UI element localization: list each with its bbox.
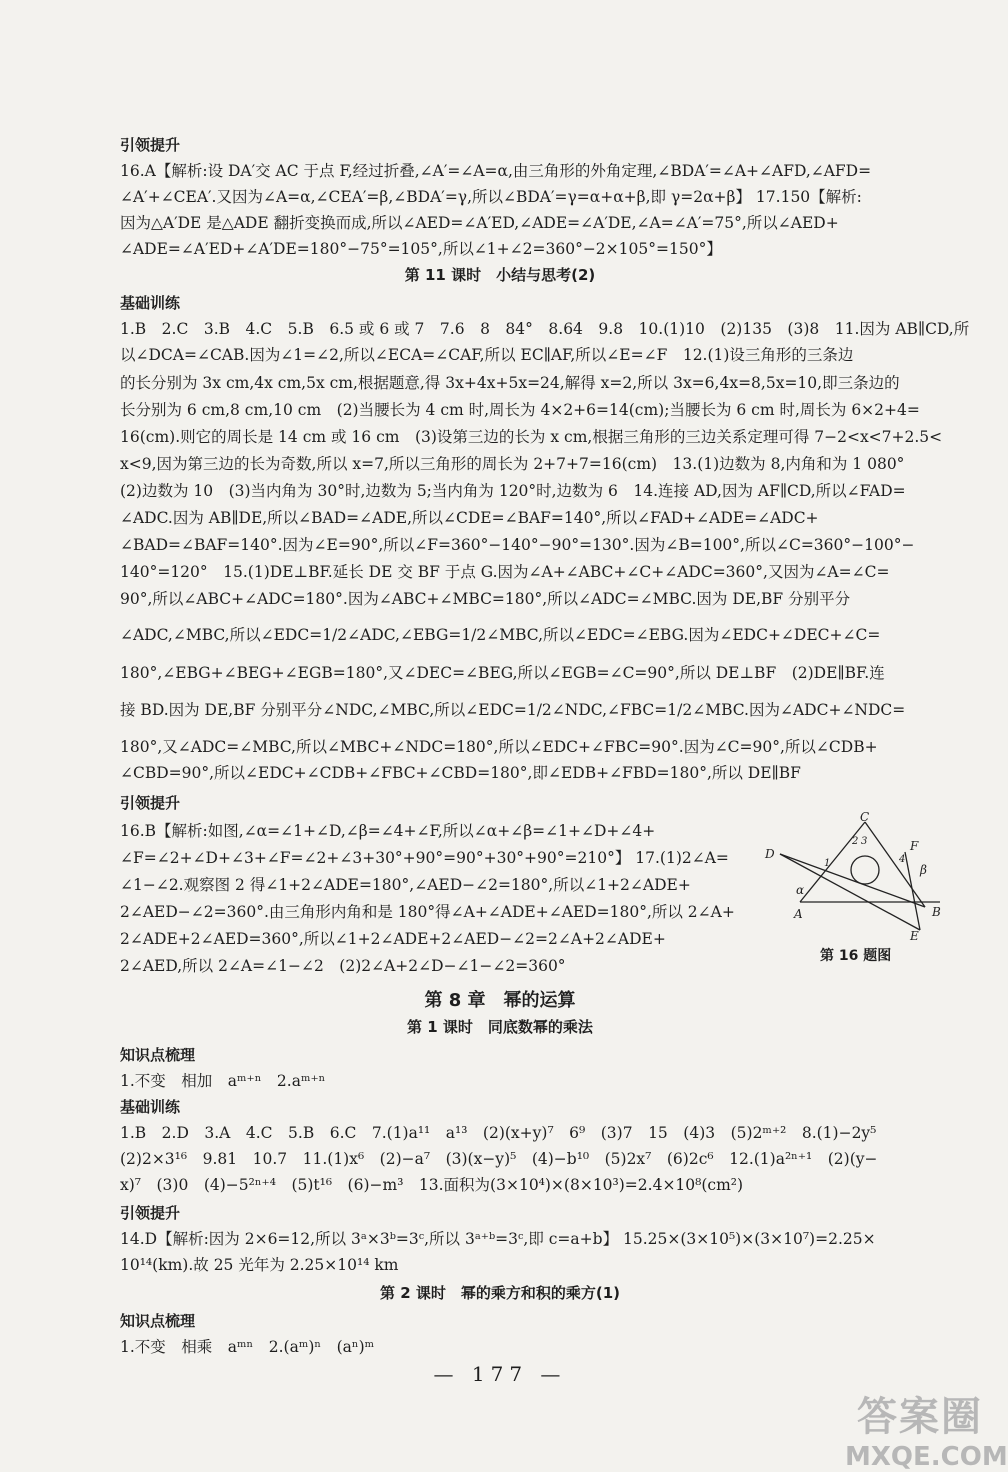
label-F: F (910, 839, 919, 853)
label-1: 1 (824, 858, 831, 869)
section-heading: 知识点梳理 (120, 1046, 196, 1064)
section-heading: 引领提升 (120, 794, 181, 812)
page-number: — 177 — (433, 1362, 567, 1386)
text-line: 1.不变 相乘 aᵐⁿ 2.(aᵐ)ⁿ (aⁿ)ᵐ (120, 1338, 375, 1356)
section-heading: 引领提升 (120, 1204, 181, 1222)
watermark-cn: 答案圈 (857, 1394, 983, 1440)
lesson-title: 第 1 课时 同底数幂的乘法 (407, 1018, 593, 1036)
text-line: 10¹⁴(km).故 25 光年为 2.25×10¹⁴ km (120, 1256, 399, 1274)
text-line: 1.B 2.C 3.B 4.C 5.B 6.5 或 6 或 7 7.6 8 84° 8.64 9.8 10.(1)10 (2)135 (3)8 11.因为 AB∥CD,所 (120, 320, 970, 338)
figure-line (905, 852, 920, 930)
text-line: 14.D【解析:因为 2×6=12,所以 3ᵃ×3ᵇ=3ᶜ,所以 3ᵃ⁺ᵇ=3ᶜ,即 c=a+b】 15.25×(3×10⁵)×(3×10⁷)=2.25× (120, 1230, 876, 1248)
text-line: x<9,因为第三边的长为奇数,所以 x=7,所以三角形的周长为 2+7+7=16(cm) 13.(1)边数为 8,内角和为 1 080° (120, 455, 905, 473)
section-heading: 引领提升 (120, 136, 181, 154)
geometry-figure (760, 812, 960, 942)
text-line: ∠BAD=∠BAF=140°.因为∠E=90°,所以∠F=360°−140°−90°=130°.因为∠B=100°,所以∠C=360°−100°− (120, 536, 915, 554)
section-heading: 知识点梳理 (120, 1312, 196, 1330)
text-line: x)⁷ (3)0 (4)−5²ⁿ⁺⁴ (5)t¹⁶ (6)−m³ 13.面积为(3×10⁴)×(8×10³)=2.4×10⁸(cm²) (120, 1176, 744, 1194)
label-beta: β (920, 863, 927, 877)
text-line: 1.不变 相加 aᵐ⁺ⁿ 2.aᵐ⁺ⁿ (120, 1072, 326, 1090)
text-line: ∠ADC.因为 AB∥DE,所以∠BAD=∠ADE,所以∠CDE=∠BAF=140°,所以∠FAD+∠ADE=∠ADC+ (120, 509, 819, 527)
text-line: 16(cm).则它的周长是 14 cm 或 16 cm (3)设第三边的长为 x cm,根据三角形的三边关系定理可得 7−2<x<7+2.5< (120, 428, 943, 446)
label-alpha: α (796, 883, 805, 897)
label-B: B (932, 905, 941, 919)
label-3: 3 (861, 836, 868, 847)
text-line: 16.A【解析:设 DA′交 AC 于点 F,经过折叠,∠A′=∠A=α,由三角形的外角定理,∠BDA′=∠A+∠AFD,∠AFD= (120, 162, 872, 180)
text-line: (2)边数为 10 (3)当内角为 30°时,边数为 5;当内角为 120°时,边数为 6 14.连接 AD,因为 AF∥CD,所以∠FAD= (120, 482, 906, 500)
figure-circle (851, 856, 879, 884)
text-line: ∠ADE=∠A′ED+∠A′DE=180°−75°=105°,所以∠1+∠2=360°−2×105°=150°】 (120, 240, 722, 258)
section-heading: 基础训练 (120, 1098, 181, 1116)
watermark-url: MXQE.COM (845, 1442, 1008, 1472)
figure-caption: 第 16 题图 (820, 948, 892, 964)
figure-line (865, 822, 925, 907)
text-line: 180°,∠EBG+∠BEG+∠EGB=180°,又∠DEC=∠BEG,所以∠EGB=∠C=90°,所以 DE⊥BF (2)DE∥BF.连 (120, 664, 885, 682)
label-4: 4 (899, 854, 906, 865)
text-line: ∠CBD=90°,所以∠EDC+∠CDB+∠FBC+∠CBD=180°,即∠EDB+∠FBD=180°,所以 DE∥BF (120, 764, 801, 782)
label-D: D (765, 847, 775, 861)
text-line: 2∠AED,所以 2∠A=∠1−∠2 (2)2∠A+2∠D−∠1−∠2=360° (120, 957, 566, 975)
text-line: ∠1−∠2.观察图 2 得∠1+2∠ADE=180°,∠AED−∠2=180°,所以∠1+2∠ADE+ (120, 876, 691, 894)
label-C: C (860, 810, 870, 824)
text-line: 180°,又∠ADC=∠MBC,所以∠MBC+∠NDC=180°,所以∠EDC+∠FBC=90°.因为∠C=90°,所以∠CDB+ (120, 738, 878, 756)
text-line: 以∠DCA=∠CAB.因为∠1=∠2,所以∠ECA=∠CAF,所以 EC∥AF,所以∠E=∠F 12.(1)设三角形的三条边 (120, 346, 854, 364)
label-E: E (910, 929, 919, 943)
text-line: 因为△A′DE 是△ADE 翻折变换而成,所以∠AED=∠A′ED,∠ADE=∠A′DE,∠A=∠A′=75°,所以∠AED+ (120, 214, 839, 232)
text-line: 90°,所以∠ABC+∠ADC=180°.因为∠ABC+∠MBC=180°,所以∠ADC=∠MBC.因为 DE,BF 分别平分 (120, 590, 851, 608)
text-line: 2∠AED−∠2=360°.由三角形内角和是 180°得∠A+∠ADE+∠AED=180°,所以 2∠A+ (120, 903, 735, 921)
label-2: 2 (852, 836, 859, 847)
text-line: 2∠ADE+2∠AED=360°,所以∠1+2∠ADE+2∠AED−∠2=2∠A+2∠ADE+ (120, 930, 666, 948)
text-line: 接 BD.因为 DE,BF 分别平分∠NDC,∠MBC,所以∠EDC=1/2∠NDC,∠FBC=1/2∠MBC.因为∠ADC+∠NDC= (120, 701, 906, 719)
text-line: ∠A′+∠CEA′.又因为∠A=α,∠CEA′=β,∠BDA′=γ,所以∠BDA′=γ=α+α+β,即 γ=2α+β】 17.150【解析: (120, 188, 862, 206)
site-watermark-logo (845, 1385, 1008, 1472)
text-line: ∠ADC,∠MBC,所以∠EDC=1/2∠ADC,∠EBG=1/2∠MBC,所以∠EDC=∠EBG.因为∠EDC+∠DEC+∠C= (120, 626, 881, 644)
text-line: 140°=120° 15.(1)DE⊥BF.延长 DE 交 BF 于点 G.因为∠A+∠ABC+∠C+∠ADC=360°,又因为∠A=∠C= (120, 563, 890, 581)
section-heading: 基础训练 (120, 294, 181, 312)
text-line: 的长分别为 3x cm,4x cm,5x cm,根据题意,得 3x+4x+5x=24,解得 x=2,所以 3x=6,4x=8,5x=10,即三条边的 (120, 374, 900, 392)
chapter-title: 第 8 章 幂的运算 (424, 990, 576, 1011)
text-line: ∠F=∠2+∠D+∠3+∠F=∠2+∠3+30°+90°=90°+30°+90°=210°】 17.(1)2∠A= (120, 849, 729, 867)
label-A: A (794, 907, 803, 921)
text-line: 1.B 2.D 3.A 4.C 5.B 6.C 7.(1)a¹¹ a¹³ (2)(x+y)⁷ 6⁹ (3)7 15 (4)3 (5)2ᵐ⁺² 8.(1)−2y⁵ (120, 1124, 877, 1142)
text-line: 16.B【解析:如图,∠α=∠1+∠D,∠β=∠4+∠F,所以∠α+∠β=∠1+∠D+∠4+ (120, 822, 656, 840)
lesson-title: 第 2 课时 幂的乘方和积的乘方(1) (379, 1284, 621, 1302)
text-line: 长分别为 6 cm,8 cm,10 cm (2)当腰长为 4 cm 时,周长为 4×2+6=14(cm);当腰长为 6 cm 时,周长为 6×2+4= (120, 401, 920, 419)
figure-line (800, 822, 868, 902)
lesson-title: 第 11 课时 小结与思考(2) (404, 266, 596, 284)
text-line: (2)2×3¹⁶ 9.81 10.7 11.(1)x⁶ (2)−a⁷ (3)(x−y)⁵ (4)−b¹⁰ (5)2x⁷ (6)2c⁶ 12.(1)a²ⁿ⁺¹ (2)(y− (120, 1150, 878, 1168)
